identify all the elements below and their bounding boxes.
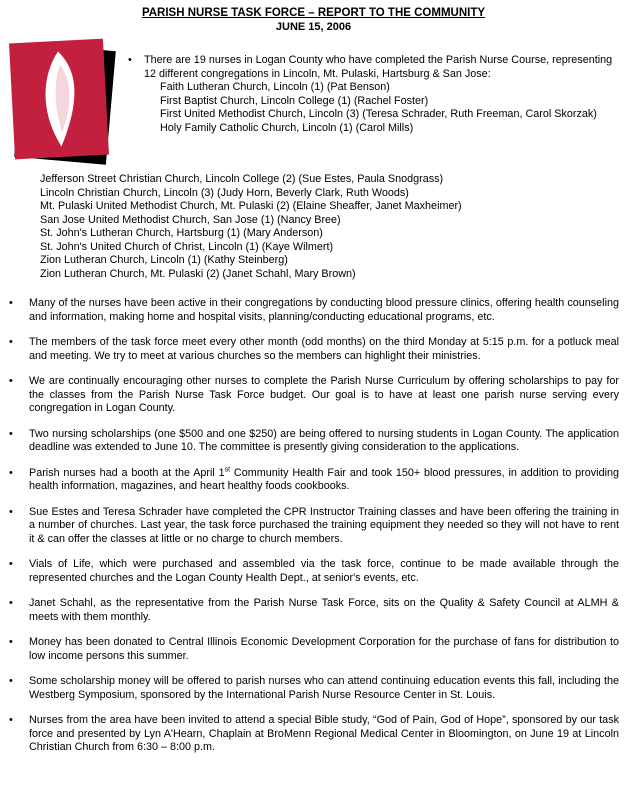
report-bullet-item — [8, 336, 619, 363]
report-bullet-item — [8, 506, 619, 547]
report-bullet-item — [8, 428, 619, 455]
report-bullet-item — [8, 636, 619, 663]
church-list-item: Mt. Pulaski United Methodist Church, Mt. Pulaski (2) (Elaine Sheaffer, Janet Maxheimer) — [40, 200, 462, 212]
bullet-icon: • — [9, 597, 13, 609]
logo-red-square — [9, 39, 109, 160]
bullet-icon: • — [9, 558, 13, 570]
bullet-text: Nurses from the area have been invited to attend a special Bible study, “God of Pain, God of Hope”, sponsored by our task force and presented by Lyn A'Hearn, Chaplain at BroMenn Regional Medical Center in Bloomington, on June 19 at Lincoln Christian Church from 6:30 – 8:00 p.m. — [29, 714, 619, 753]
parish-nurse-logo — [8, 38, 120, 172]
report-bullet-item — [8, 375, 619, 416]
bullet-text-post: Community Health Fair and took 150+ blood pressures, in addition to providing health information, magazines, and heart healthy foods cookbooks. — [29, 466, 619, 492]
intro-content — [120, 38, 619, 172]
church-list-beside-logo — [160, 81, 619, 135]
report-bullet-item — [8, 558, 619, 585]
bullet-text-pre: Parish nurses had a booth at the April 1 — [29, 466, 225, 479]
bullet-icon: • — [9, 675, 13, 687]
report-bullet-item — [8, 467, 619, 494]
bullet-icon: • — [9, 636, 13, 648]
bullet-icon: • — [9, 375, 13, 387]
church-list-below-logo — [40, 173, 619, 281]
bullet-text: We are continually encouraging other nurses to complete the Parish Nurse Curriculum by offering scholarships to pay for the classes from the Parish Nurse Task Force budget. Our goal is to have at least one parish nurse serving every congregation in Logan County. — [29, 375, 619, 414]
bullet-icon: • — [9, 427, 13, 440]
bullet-icon: • — [9, 297, 13, 309]
church-list-item: Zion Lutheran Church, Mt. Pulaski (2) (Janet Schahl, Mary Brown) — [40, 267, 356, 280]
bullet-icon: • — [9, 505, 13, 518]
report-date: JUNE 15, 2006 — [275, 21, 352, 33]
intro-text: There are 19 nurses in Logan County who have completed the Parish Nurse Course, representing 12 different congregations in Lincoln, Mt. Pulaski, Hartsburg & San Jose: — [144, 54, 613, 80]
bullet-text: Some scholarship money will be offered to parish nurses who can attend continuing education events this fall, including the Westberg Symposium, sponsored by the International Parish Nurse Resource Center in St. Louis. — [29, 675, 619, 701]
report-bullet-item — [8, 714, 619, 755]
report-bullet-item — [8, 597, 619, 624]
intro-bullet-line — [128, 54, 619, 81]
bullet-icon: • — [128, 54, 132, 66]
report-bullet-item — [8, 297, 619, 324]
church-list-item: St. John's United Church of Christ, Lincoln (1) (Kaye Wilmert) — [40, 240, 334, 253]
church-list-item: Zion Lutheran Church, Lincoln (1) (Kathy Steinberg) — [40, 254, 288, 266]
report-bullet-item — [8, 675, 619, 702]
bullet-text: Sue Estes and Teresa Schrader have completed the CPR Instructor Training classes and have been offering the training in a number of churches. Last year, the task force purchased the training equipment they needed so they will not have to rent it & can offer the classes at little or no charge to church members. — [29, 505, 619, 545]
bullet-icon: • — [9, 714, 13, 726]
church-list-item: Holy Family Catholic Church, Lincoln (1) (Carol Mills) — [160, 121, 414, 134]
page-title: PARISH NURSE TASK FORCE – REPORT TO THE COMMUNITY — [141, 7, 486, 19]
intro-section — [8, 38, 619, 172]
bullet-text: Vials of Life, which were purchased and assembled via the task force, continue to be made available through the represented churches and the Logan County Health Dept., at senior's events, etc. — [29, 558, 619, 584]
ordinal-superscript: st — [224, 465, 231, 473]
bullet-icon: • — [9, 466, 13, 479]
bullet-text: Two nursing scholarships (one $500 and one $250) are being offered to nursing students in Logan County. The application deadline was extended to June 10. The committee is presently giving consideration to the applications. — [29, 427, 619, 453]
church-list-item: First Baptist Church, Lincoln College (1) (Rachel Foster) — [160, 94, 429, 107]
leaf-flame-icon — [20, 45, 97, 153]
bullet-text: Janet Schahl, as the representative from the Parish Nurse Task Force, sits on the Quality & Safety Council at ALMH & meets with them monthly. — [29, 597, 619, 623]
bullet-text: Money has been donated to Central Illinois Economic Development Corporation for the purchase of fans for distribution to low income persons this summer. — [29, 636, 619, 662]
church-list-item: Faith Lutheran Church, Lincoln (1) (Pat Benson) — [160, 81, 390, 93]
church-list-item: First United Methodist Church, Lincoln (3) (Teresa Schrader, Ruth Freeman, Carol Skorzak) — [160, 108, 597, 120]
church-list-item: St. John's Lutheran Church, Hartsburg (1) (Mary Anderson) — [40, 227, 323, 239]
church-list-item: Lincoln Christian Church, Lincoln (3) (Judy Horn, Beverly Clark, Ruth Woods) — [40, 186, 409, 199]
church-list-item: San Jose United Methodist Church, San Jose (1) (Nancy Bree) — [40, 213, 341, 226]
church-list-item: Jefferson Street Christian Church, Lincoln College (2) (Sue Estes, Paula Snodgrass) — [40, 173, 444, 185]
report-bullet-list — [8, 297, 619, 755]
bullet-text: Many of the nurses have been active in their congregations by conducting blood pressure clinics, offering health counseling and information, making home and hospital visits, planning/conducting educational programs, etc. — [29, 297, 619, 323]
bullet-icon: • — [9, 336, 13, 348]
bullet-text — [29, 467, 619, 494]
bullet-text: The members of the task force meet every other month (odd months) on the third Monday at 5:15 p.m. for a potluck meal and meeting. We try to meet at various churches so the members can highlight their ministries. — [29, 336, 619, 362]
